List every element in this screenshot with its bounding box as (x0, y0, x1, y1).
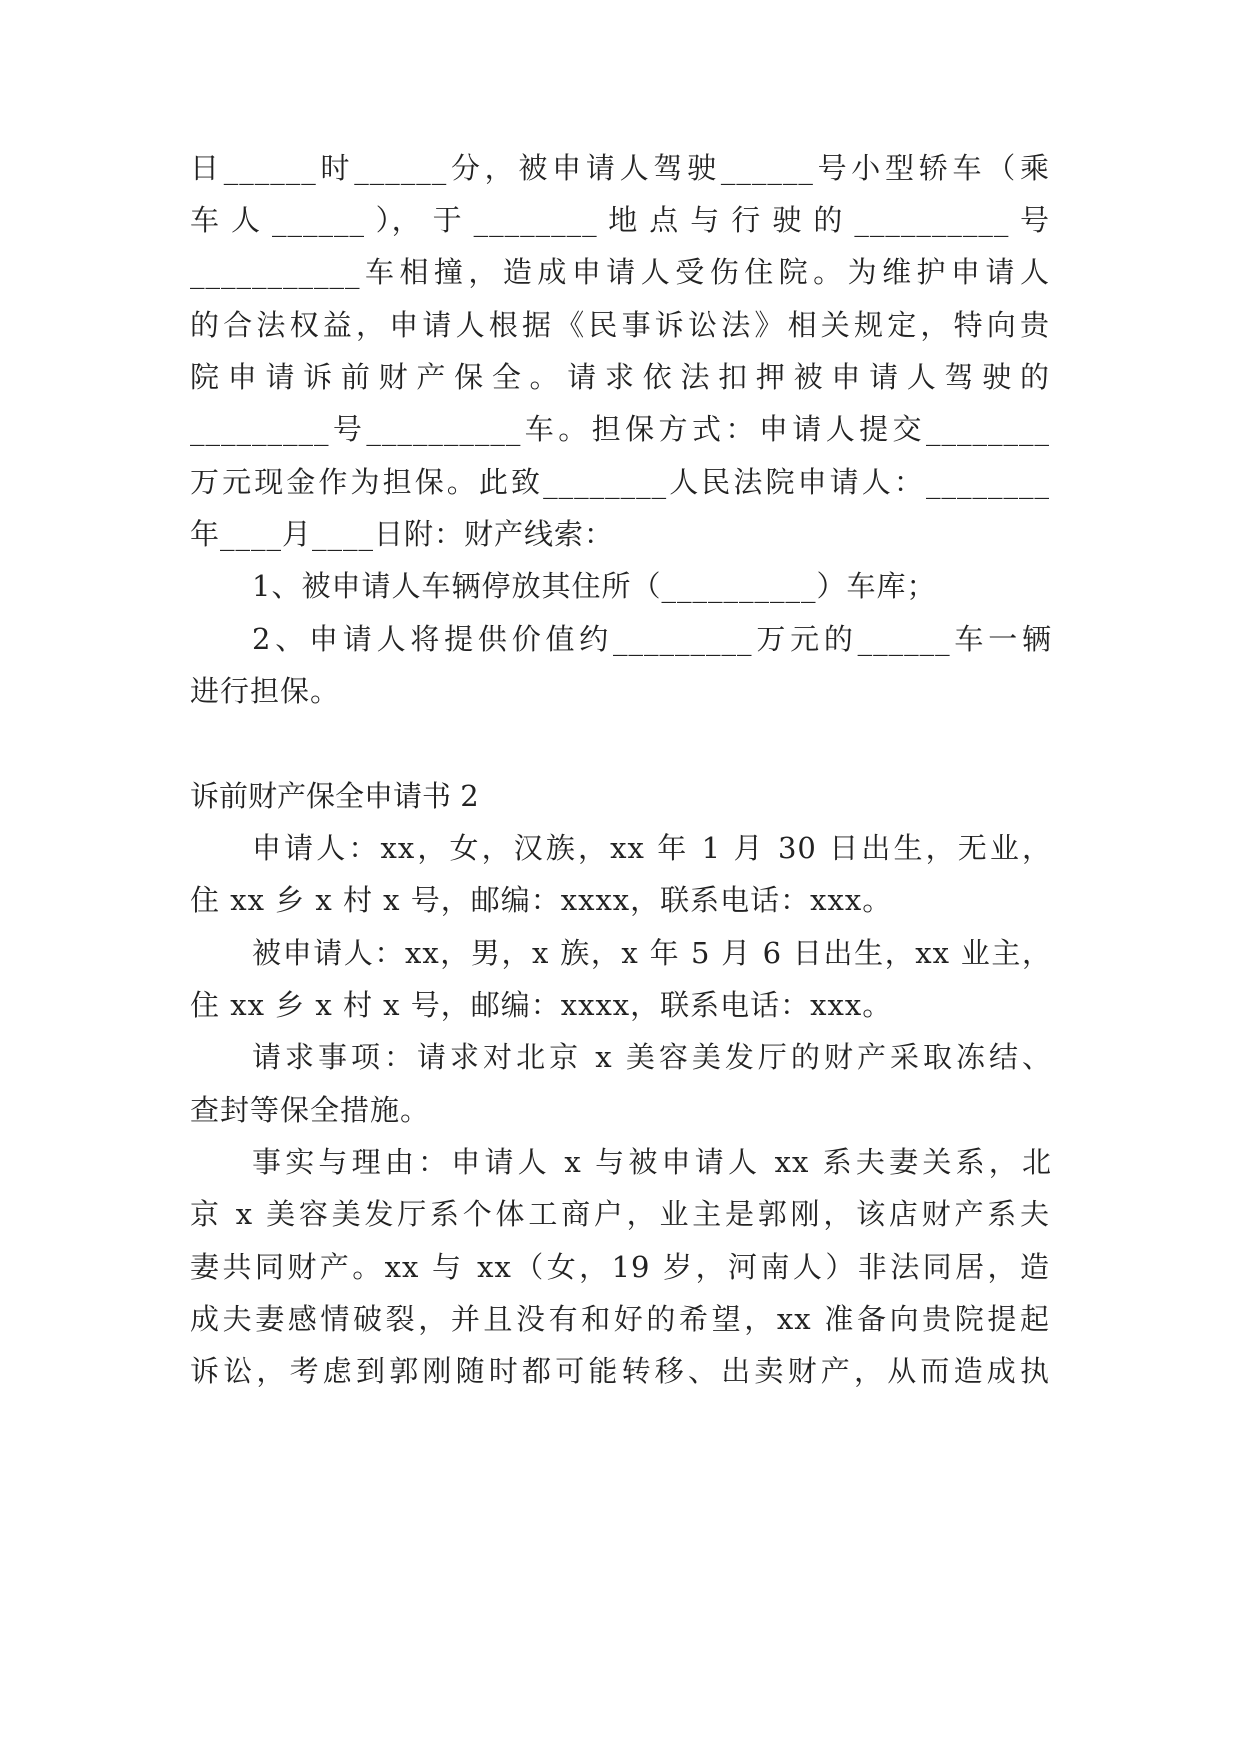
body-line-2: 车 人 ______ ）， 于 ________ 地 点 与 行 驶 的 __________ 号 (190, 203, 1050, 237)
body-line-4: 的合法权益，申请人根据《民事诉讼法》相关规定，特向贵 (190, 308, 1050, 342)
facts-line-3: 妻共同财产。xx 与 xx（女，19 岁，河南人）非法同居，造 (190, 1250, 1050, 1284)
body-line-1: 日______时______分，被申请人驾驶______号小型轿车（乘 (190, 151, 1050, 185)
body-line-7: 万元现金作为担保。此致________人民法院申请人：________ (190, 465, 1050, 499)
request-line-2: 查封等保全措施。 (190, 1093, 431, 1127)
property-clue-2: 2、申请人将提供价值约_________万元的______车一辆 (252, 622, 1052, 656)
facts-line-5: 诉讼，考虑到郭刚随时都可能转移、出卖财产，从而造成执 (190, 1354, 1050, 1388)
property-clue-1: 1、被申请人车辆停放其住所（__________）车库； (252, 569, 937, 603)
body-line-6: _________号__________车。担保方式：申请人提交________ (190, 412, 1050, 446)
facts-line-4: 成夫妻感情破裂，并且没有和好的希望，xx 准备向贵院提起 (190, 1302, 1050, 1336)
facts-line-1: 事实与理由：申请人 x 与被申请人 xx 系夫妻关系，北 (252, 1145, 1052, 1179)
property-clue-2-continued: 进行担保。 (190, 674, 341, 708)
section-2-title: 诉前财产保全申请书 2 (190, 779, 479, 813)
body-line-3: ___________车相撞，造成申请人受伤住院。为维护申请人 (190, 255, 1050, 289)
request-line-1: 请求事项：请求对北京 x 美容美发厅的财产采取冻结、 (252, 1040, 1052, 1074)
body-line-8: 年____月____日附：财产线索： (190, 517, 615, 551)
respondent-line-2: 住 xx 乡 x 村 x 号，邮编：xxxx，联系电话：xxx。 (190, 988, 893, 1022)
applicant-line-2: 住 xx 乡 x 村 x 号，邮编：xxxx，联系电话：xxx。 (190, 883, 893, 917)
facts-line-2: 京 x 美容美发厅系个体工商户，业主是郭刚，该店财产系夫 (190, 1197, 1050, 1231)
respondent-line-1: 被申请人：xx，男，x 族，x 年 5 月 6 日出生，xx 业主， (252, 936, 1052, 970)
applicant-line-1: 申请人：xx，女，汉族，xx 年 1 月 30 日出生，无业， (252, 831, 1052, 865)
body-line-5: 院申请诉前财产保全。请求依法扣押被申请人驾驶的 (190, 360, 1050, 394)
